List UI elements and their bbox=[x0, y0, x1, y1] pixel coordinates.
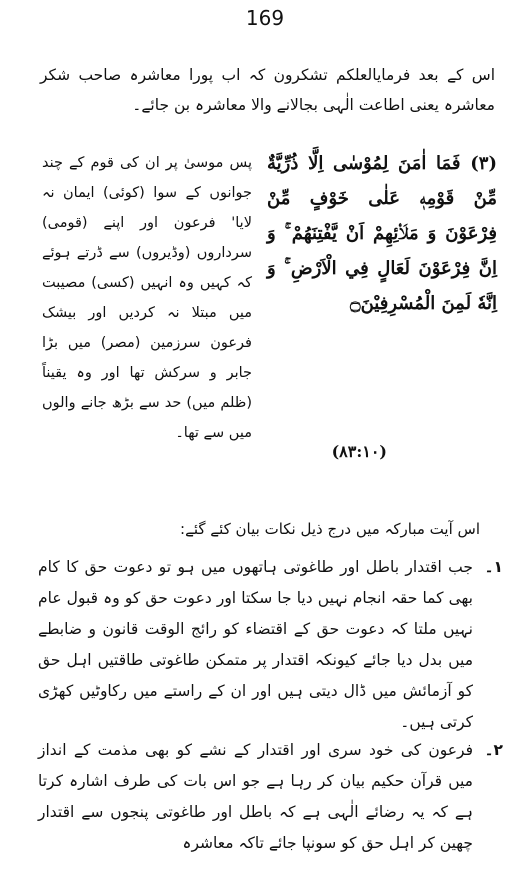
verse-translation: پس موسیٰ پر ان کی قوم کے چند جوانوں کے سوا (کوئی) ایمان نہ لایا' فرعون اور اپنے (قومی) سرداروں (وڈیروں) سے ڈرتے ہوئے کہ کہیں وہ انہیں (کسی) مصیبت میں مبتلا نہ کردیں اور بیشک فرعون سرزمین (مصر) میں بڑا جابر و سرکش تھا اور وہ یقیناً (ظلم میں) حد سے بڑھ جانے والوں میں سے تھا۔ bbox=[42, 155, 252, 441]
verse-arabic bbox=[267, 146, 497, 321]
point-item bbox=[38, 735, 503, 859]
verse-reference: (۸۳:۱۰) bbox=[331, 442, 387, 461]
point-number: ۲۔ bbox=[484, 741, 503, 759]
verse-arabic-text: فَمَا اٰمَنَ لِمُوْسٰى اِلَّا ذُرِّيَّةٌ مِّنْ قَوْمِهٖ عَلٰى خَوْفٍ مِّنْ فِرْعَوْنَ وَ مَلَا۟ئِهِمْ اَنْ يَّفْتِنَهُمْ ۚ وَ اِنَّ فِرْعَوْنَ لَعَالٍ فِي الْاَرْضِ ۚ وَ اِنَّهٗ لَمِنَ الْمُسْرِفِيْنَ۝ bbox=[267, 153, 497, 314]
point-text: جب اقتدار باطل اور طاغوتی ہاتھوں میں ہو تو دعوت حق کا کام بھی کما حقہ انجام نہیں دیا جا سکتا اور دعوت حق کو وہ قبول عام نہیں ملتا کہ دعوت حق کے اقتضاء کو رائج الوقت قانون و ضابطے میں بدل دیا جائے کیونکہ اقتدار پر متمکن طاغوتی طاقتیں اہل حق کو آزمائش میں ڈال دیتی ہیں اور ان کے راستے میں رکاوٹیں کھڑی کرتی ہیں۔ bbox=[38, 558, 473, 731]
page-number: 169 bbox=[245, 6, 285, 30]
intro-paragraph: اس کے بعد فرمایالعلکم تشکرون کہ اب پورا معاشرہ صاحب شکر معاشرہ یعنی اطاعت الٰہی بجالانے والا معاشرہ بن جائے۔ bbox=[40, 66, 495, 114]
point-number: ۱۔ bbox=[484, 558, 503, 576]
points-intro: اس آیت مبارکہ میں درج ذیل نکات بیان کئے گئے: bbox=[180, 520, 480, 538]
point-item bbox=[38, 552, 503, 738]
verse-number: (۳) bbox=[470, 153, 497, 174]
verse-block bbox=[42, 146, 497, 506]
point-text: فرعون کی خود سری اور اقتدار کے نشے کو بھی مذمت کے انداز میں قرآن حکیم بیان کر رہا ہے جو اس بات کی طرف اشارہ کرتا ہے کہ یہ رضائے الٰہی ہے کہ باطل اور طاغوتی پنجوں سے اقتدار چھین کر اہل حق کو سونپا جائے تاکہ معاشرہ bbox=[38, 741, 473, 852]
